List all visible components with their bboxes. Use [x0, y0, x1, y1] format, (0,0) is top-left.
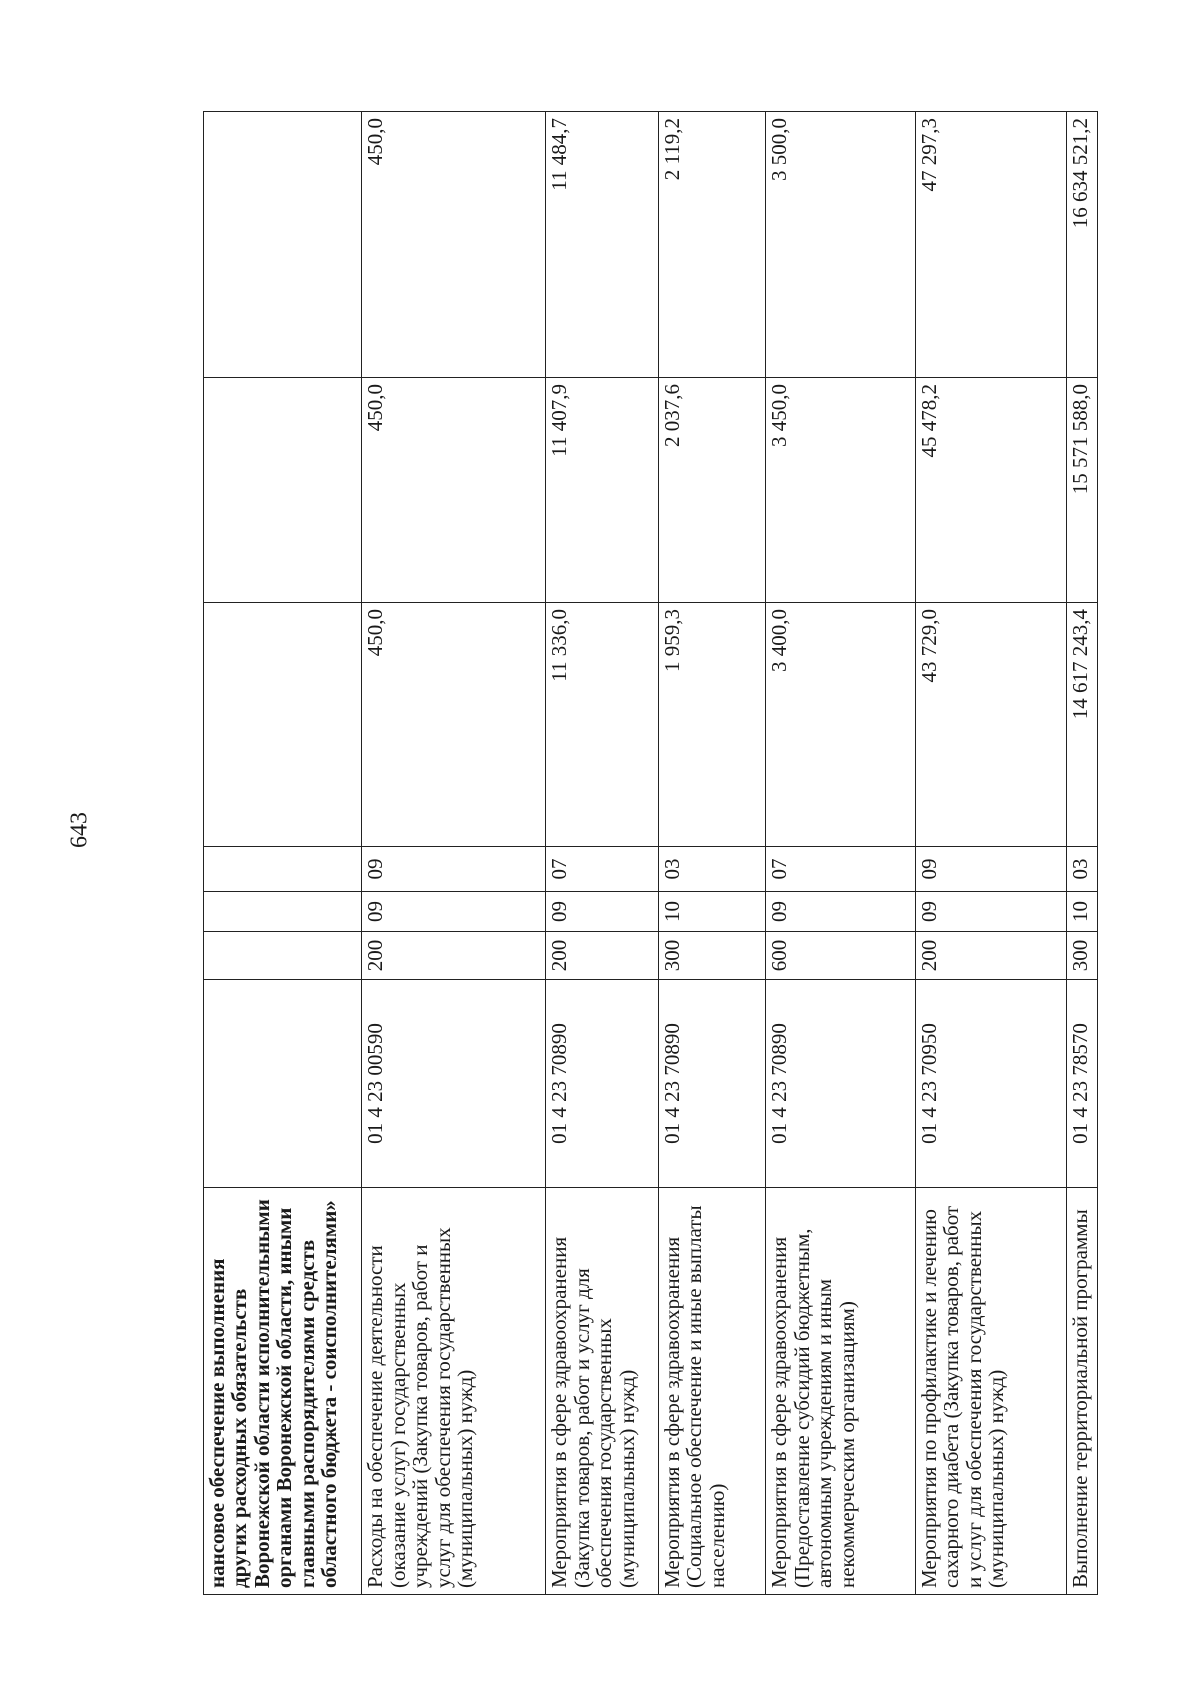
amount-2025-cell: 15 571 588,0 — [1067, 378, 1098, 603]
csr-cell: 01 4 23 78570 — [1067, 980, 1098, 1188]
budget-table — [203, 111, 1098, 1595]
amount-2026-cell: 47 297,3 — [915, 112, 1067, 378]
pr-cell: 03 — [658, 847, 766, 892]
amount-2026-cell: 450,0 — [362, 112, 546, 378]
amount-2024-cell: 43 729,0 — [915, 603, 1067, 847]
rz-cell: 10 — [1067, 892, 1098, 932]
vr-cell: 200 — [362, 932, 546, 980]
table-row — [766, 112, 915, 1595]
rz-cell — [204, 892, 362, 932]
row-name-cell: Мероприятия в сфере здравоохранения (Закупка товаров, работ и услуг для обеспечения государственных (муниципальных) нужд) — [546, 1188, 658, 1595]
amount-2024-cell — [204, 603, 362, 847]
amount-2025-cell — [204, 378, 362, 603]
table-row — [204, 112, 362, 1595]
row-name-cell: Выполнение территориальной программы — [1067, 1188, 1098, 1595]
amount-2024-cell: 11 336,0 — [546, 603, 658, 847]
amount-2026-cell: 2 119,2 — [658, 112, 766, 378]
page-number: 643 — [66, 812, 93, 848]
pr-cell: 09 — [362, 847, 546, 892]
rz-cell: 10 — [658, 892, 766, 932]
amount-2025-cell: 3 450,0 — [766, 378, 915, 603]
table-body — [204, 112, 1098, 1595]
vr-cell: 300 — [658, 932, 766, 980]
vr-cell: 200 — [915, 932, 1067, 980]
amount-2025-cell: 450,0 — [362, 378, 546, 603]
vr-cell — [204, 932, 362, 980]
csr-cell — [204, 980, 362, 1188]
vr-cell: 200 — [546, 932, 658, 980]
rz-cell: 09 — [362, 892, 546, 932]
row-name-cell: Расходы на обеспечение деятельности (оказание услуг) государственных учреждений (Закупка товаров, работ и услуг для обеспечения государственных (муниципальных) нужд) — [362, 1188, 546, 1595]
csr-cell: 01 4 23 00590 — [362, 980, 546, 1188]
pr-cell: 09 — [915, 847, 1067, 892]
amount-2024-cell: 450,0 — [362, 603, 546, 847]
pr-cell — [204, 847, 362, 892]
row-name-cell: нансовое обеспечение выполнения других расходных обязательств Воронежской области исполнительными органами Воронежской области, иными главными распорядителями средств областного бюджета - соисполнителями» — [204, 1188, 362, 1595]
table-row — [658, 112, 766, 1595]
amount-2025-cell: 2 037,6 — [658, 378, 766, 603]
vr-cell: 300 — [1067, 932, 1098, 980]
pr-cell: 07 — [766, 847, 915, 892]
amount-2024-cell: 1 959,3 — [658, 603, 766, 847]
row-name-cell: Мероприятия по профилактике и лечению сахарного диабета (Закупка товаров, работ и услуг для обеспечения государственных (муниципальных) нужд) — [915, 1188, 1067, 1595]
rz-cell: 09 — [915, 892, 1067, 932]
amount-2024-cell: 3 400,0 — [766, 603, 915, 847]
table-row — [1067, 112, 1098, 1595]
csr-cell: 01 4 23 70890 — [658, 980, 766, 1188]
table-row — [915, 112, 1067, 1595]
csr-cell: 01 4 23 70890 — [766, 980, 915, 1188]
amount-2026-cell: 16 634 521,2 — [1067, 112, 1098, 378]
amount-2025-cell: 45 478,2 — [915, 378, 1067, 603]
table-row — [362, 112, 546, 1595]
csr-cell: 01 4 23 70950 — [915, 980, 1067, 1188]
row-name-cell: Мероприятия в сфере здравоохранения (Социальное обеспечение и иные выплаты населению) — [658, 1188, 766, 1595]
vr-cell: 600 — [766, 932, 915, 980]
amount-2026-cell: 11 484,7 — [546, 112, 658, 378]
row-name-cell: Мероприятия в сфере здравоохранения (Предоставление субсидий бюджетным, автономным учреждениям и иным некоммерческим организациям) — [766, 1188, 915, 1595]
table-row — [546, 112, 658, 1595]
rz-cell: 09 — [766, 892, 915, 932]
rotated-table-wrapper — [203, 112, 1098, 1595]
amount-2024-cell: 14 617 243,4 — [1067, 603, 1098, 847]
amount-2026-cell — [204, 112, 362, 378]
amount-2026-cell: 3 500,0 — [766, 112, 915, 378]
pr-cell: 03 — [1067, 847, 1098, 892]
csr-cell: 01 4 23 70890 — [546, 980, 658, 1188]
amount-2025-cell: 11 407,9 — [546, 378, 658, 603]
pr-cell: 07 — [546, 847, 658, 892]
rz-cell: 09 — [546, 892, 658, 932]
